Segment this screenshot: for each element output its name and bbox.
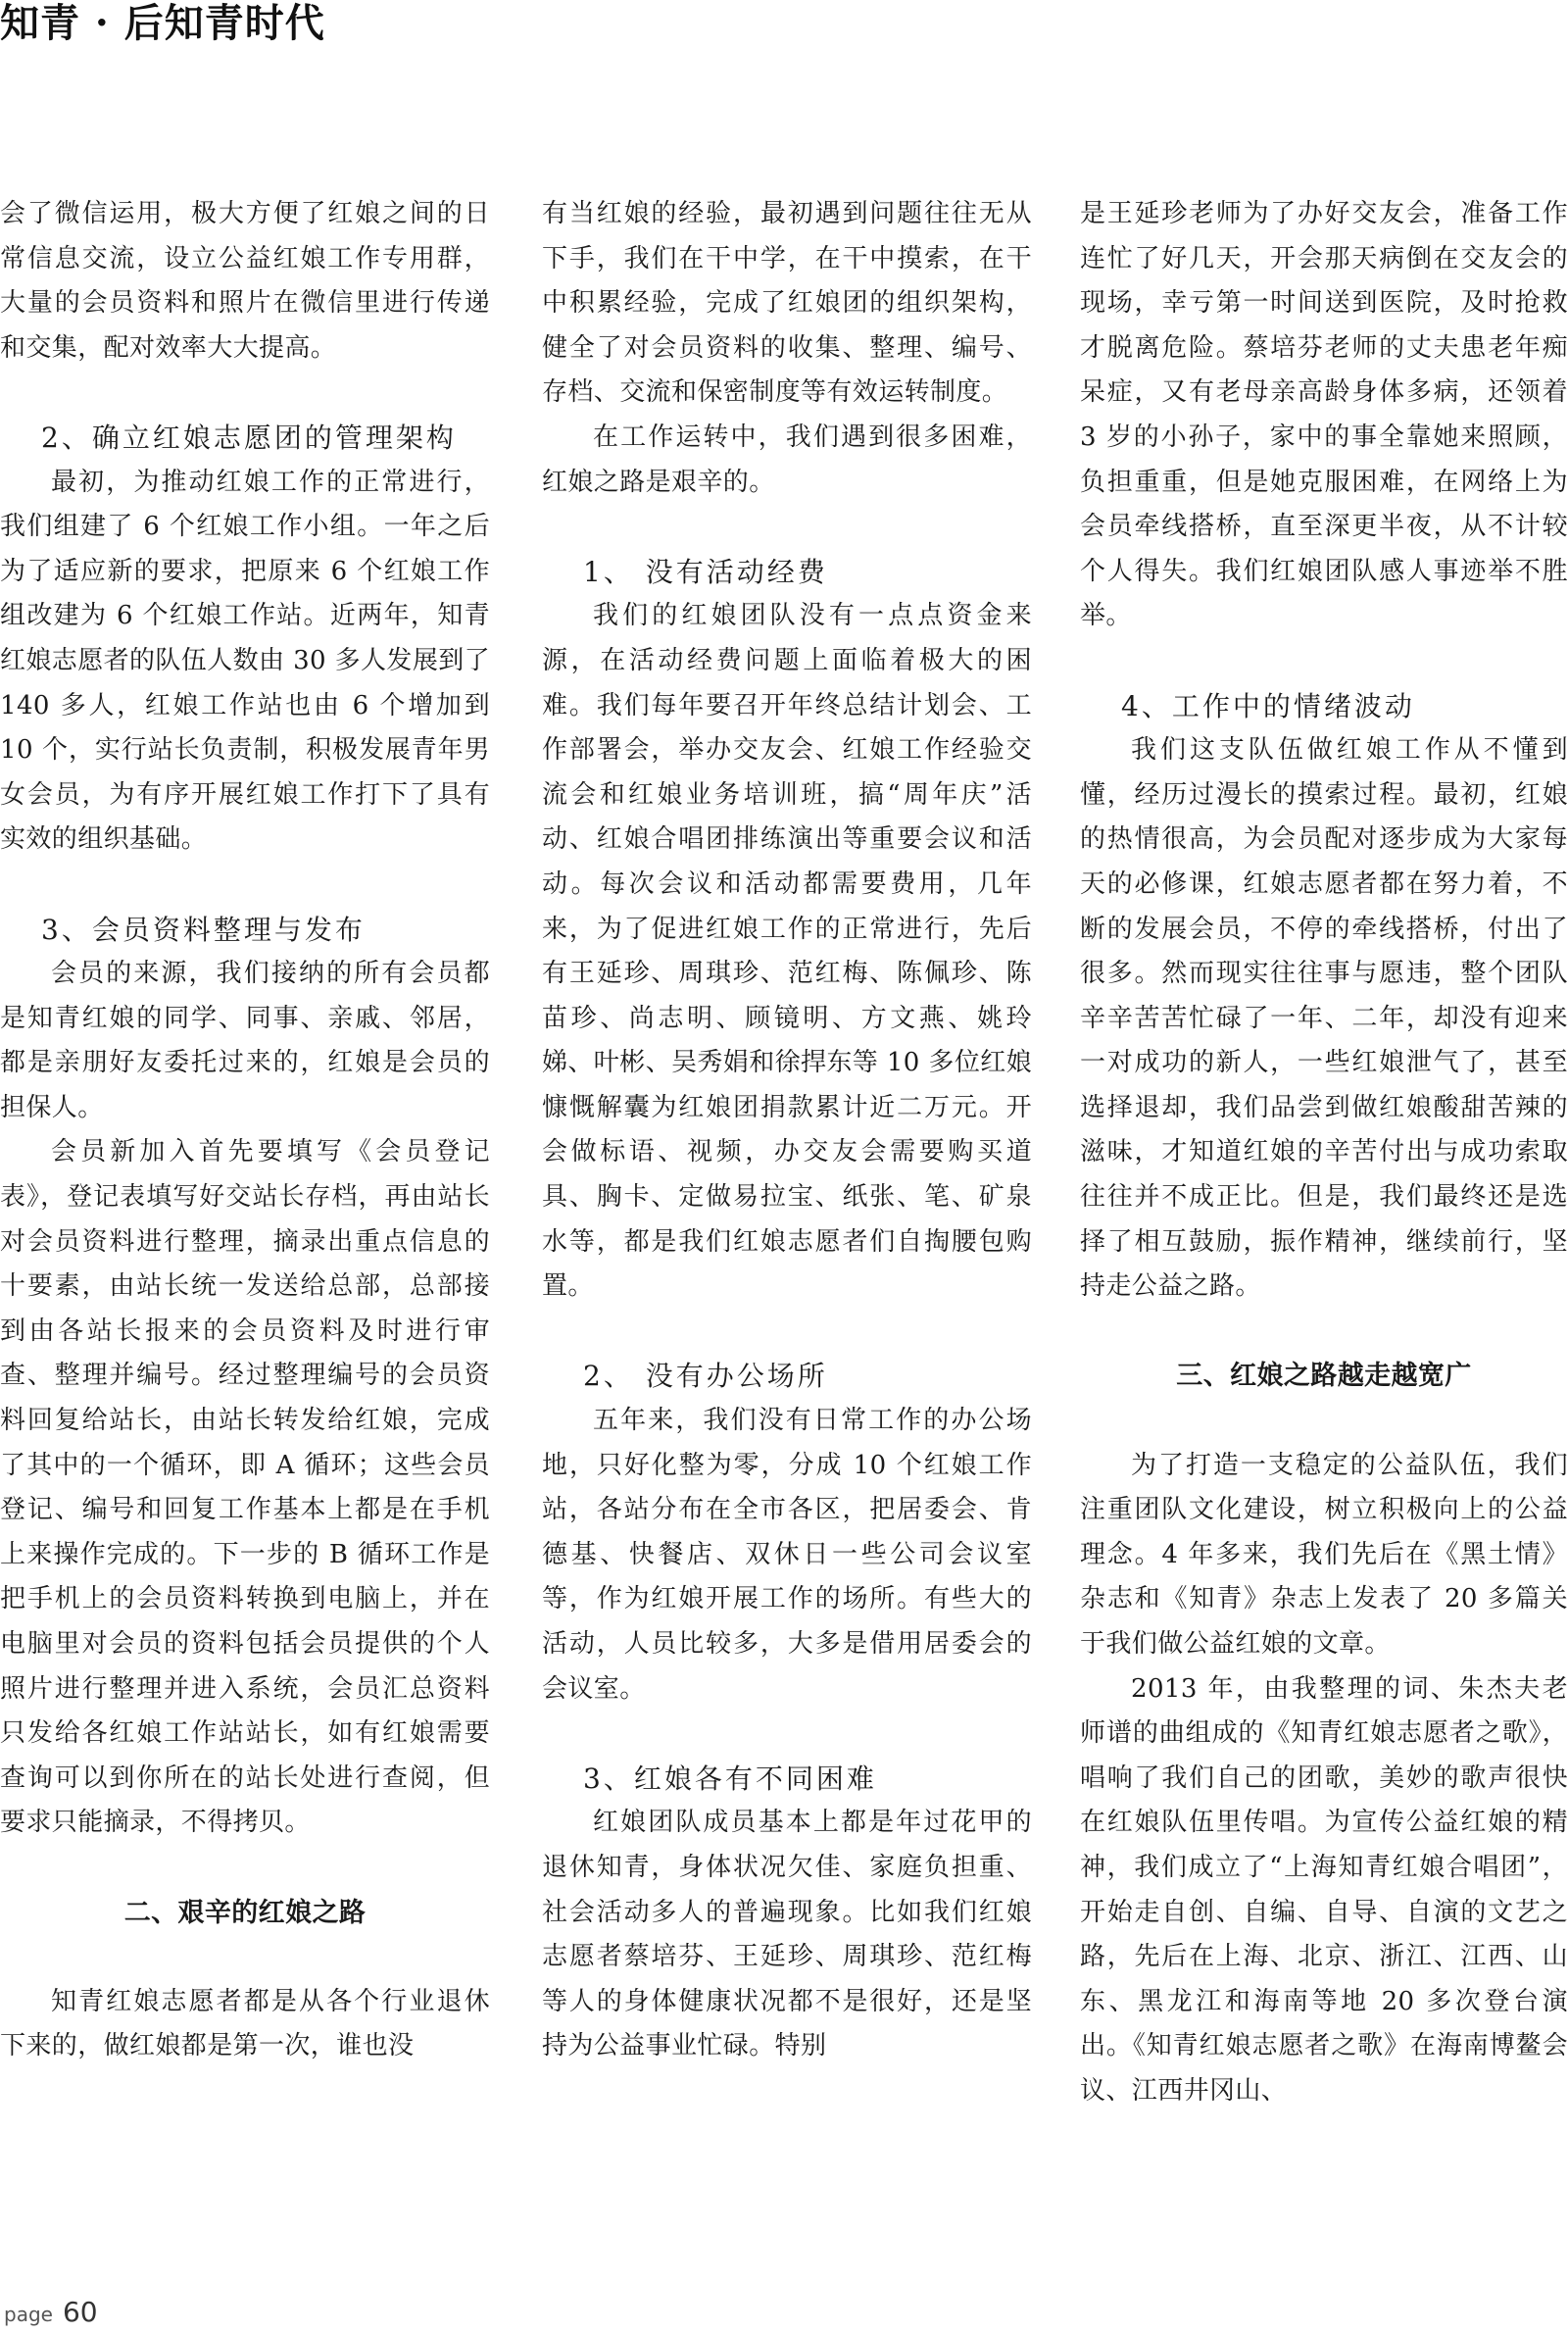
article-column-2 [542,192,1032,2069]
paragraph: 知青红娘志愿者都是从各个行业退休下来的，做红娘都是第一次，谁也没 [0,1986,490,2061]
paragraph: 为了打造一支稳定的公益队伍，我们注重团队文化建设，树立积极向上的公益理念。4 年多来，我们先后在《黑土情》杂志和《知青》杂志上发表了 20 多篇关于我们做公益红娘的文章。 [1080,1450,1568,1659]
page-label: page [4,2303,53,2326]
paragraph: 会员的来源，我们接纳的所有会员都是知青红娘的同学、同事、亲戚、邻居，都是亲朋好友委托过来的，红娘是会员的担保人。 [0,959,490,1122]
article-column-3 [1080,192,1568,2114]
subsection-heading: 2、 没有办公场所 [583,1360,828,1393]
subsection-heading: 2、确立红娘志愿团的管理架构 [41,421,457,454]
paragraph: 会了微信运用，极大方便了红娘之间的日常信息交流，设立公益红娘工作专用群，大量的会员资料和照片在微信里进行传递和交集，配对效率大大提高。 [0,199,490,363]
paragraph: 红娘团队成员基本上都是年过花甲的退休知青，身体状况欠佳、家庭负担重、社会活动多人的普遍现象。比如我们红娘志愿者蔡培芬、王延珍、周琪珍、范红梅等人的身体健康状况都不是很好，还是坚持为公益事业忙碌。特别 [542,1808,1032,2061]
section-heading: 三、红娘之路越走越宽广 [1176,1361,1472,1392]
paragraph: 五年来，我们没有日常工作的办公场地，只好化整为零，分成 10 个红娘工作站，各站分布在全市各区，把居委会、肯德基、快餐店、双休日一些公司会议室等，作为红娘开展工作的场所。有些大的活动，人员比较多，大多是借用居委会的会议室。 [542,1406,1032,1704]
paragraph: 有当红娘的经验，最初遇到问题往往无从下手，我们在干中学，在干中摸索，在干中积累经验，完成了红娘团的组织架构，健全了对会员资料的收集、整理、编号、存档、交流和保密制度等有效运转制度。 [542,199,1032,408]
paragraph: 在工作运转中，我们遇到很多困难，红娘之路是艰辛的。 [542,422,1032,497]
paragraph: 我们的红娘团队没有一点点资金来源，在活动经费问题上面临着极大的困难。我们每年要召开年终总结计划会、工作部署会，举办交友会、红娘工作经验交流会和红娘业务培训班，搞“周年庆”活动、红娘合唱团排练演出等重要会议和活动。每次会议和活动都需要费用，几年来，为了促进红娘工作的正常进行，先后有王延珍、周琪珍、范红梅、陈佩珍、陈苗珍、尚志明、顾镜明、方文燕、姚玲娣、叶彬、吴秀娟和徐捍东等 10 多位红娘慷慨解囊为红娘团捐款累计近二万元。开会做标语、视频，办交友会需要购买道具、胸卡、定做易拉宝、纸张、笔、矿泉水等，都是我们红娘志愿者们自掏腰包购置。 [542,601,1033,1302]
paragraph: 最初，为推动红娘工作的正常进行，我们组建了 6 个红娘工作小组。一年之后为了适应新的要求，把原来 6 个红娘工作组改建为 6 个红娘工作站。近两年，知青红娘志愿者的队伍人数由 30 多人发展到了 140 多人，红娘工作站也由 6 个增加到 10 个，实行站长负责制，积极发展青年男女会员，为有序开展红娘工作打下了具有实效的组织基础。 [0,467,491,855]
paragraph: 会员新加入首先要填写《会员登记表》，登记表填写好交站长存档，再由站长对会员资料进行整理，摘录出重点信息的十要素，由站长统一发送给总部，总部接到由各站长报来的会员资料及时进行审查、整理并编号。经过整理编号的会员资料回复给站长，由站长转发给红娘，完成了其中的一个循环，即 A 循环；这些会员登记、编号和回复工作基本上都是在手机上来操作完成的。下一步的 B 循环工作是把手机上的会员资料转换到电脑上，并在电脑里对会员的资料包括会员提供的个人照片进行整理并进入系统，会员汇总资料只发给各红娘工作站站长，如有红娘需要查询可以到你所在的站长处进行查阅，但要求只能摘录，不得拷贝。 [0,1137,490,1838]
section-heading: 二、艰辛的红娘之路 [123,1897,367,1928]
paragraph: 2013 年，由我整理的词、朱杰夫老师谱的曲组成的《知青红娘志愿者之歌》，唱响了我们自己的团歌，美妙的歌声很快在红娘队伍里传唱。为宣传公益红娘的精神，我们成立了“上海知青红娘合唱团”，开始走自创、自编、自导、自演的文艺之路，先后在上海、北京、浙江、江西、山东、黑龙江和海南等地 20 多次登台演出。《知青红娘志愿者之歌》在海南博鳌会议、江西井冈山、 [1080,1673,1568,2106]
subsection-heading: 4、工作中的情绪波动 [1121,689,1415,722]
subsection-heading: 3、会员资料整理与发布 [41,913,366,946]
paragraph: 是王延珍老师为了办好交友会，准备工作连忙了好几天，开会那天病倒在交友会的现场，幸亏第一时间送到医院，及时抢救才脱离危险。蔡培芬老师的丈夫患老年痴呆症，又有老母亲高龄身体多病，还领着 3 岁的小孙子，家中的事全靠她来照顾，负担重重，但是她克服困难，在网络上为会员牵线搭桥，直至深更半夜，从不计较个人得失。我们红娘团队感人事迹举不胜举。 [1080,199,1568,631]
page-footer [4,2298,98,2331]
page-number: 60 [62,2296,98,2328]
paragraph: 我们这支队伍做红娘工作从不懂到懂，经历过漫长的摸索过程。最初，红娘的热情很高，为会员配对逐步成为大家每天的必修课，红娘志愿者都在努力着，不断的发展会员，不停的牵线搭桥，付出了很多。然而现实往往事与愿违，整个团队辛辛苦苦忙碌了一年、二年，却没有迎来一对成功的新人，一些红娘泄气了，甚至选择退却，我们品尝到做红娘酸甜苦辣的滋味，才知道红娘的辛苦付出与成功索取往往并不成正比。但是，我们最终还是选择了相互鼓励，振作精神，继续前行，坚持走公益之路。 [1080,735,1568,1302]
subsection-heading: 3、红娘各有不同困难 [583,1762,877,1795]
page-header-title: 知青 · 后知青时代 [0,0,325,46]
article-column-1 [0,192,490,2069]
subsection-heading: 1、 没有活动经费 [583,555,828,588]
